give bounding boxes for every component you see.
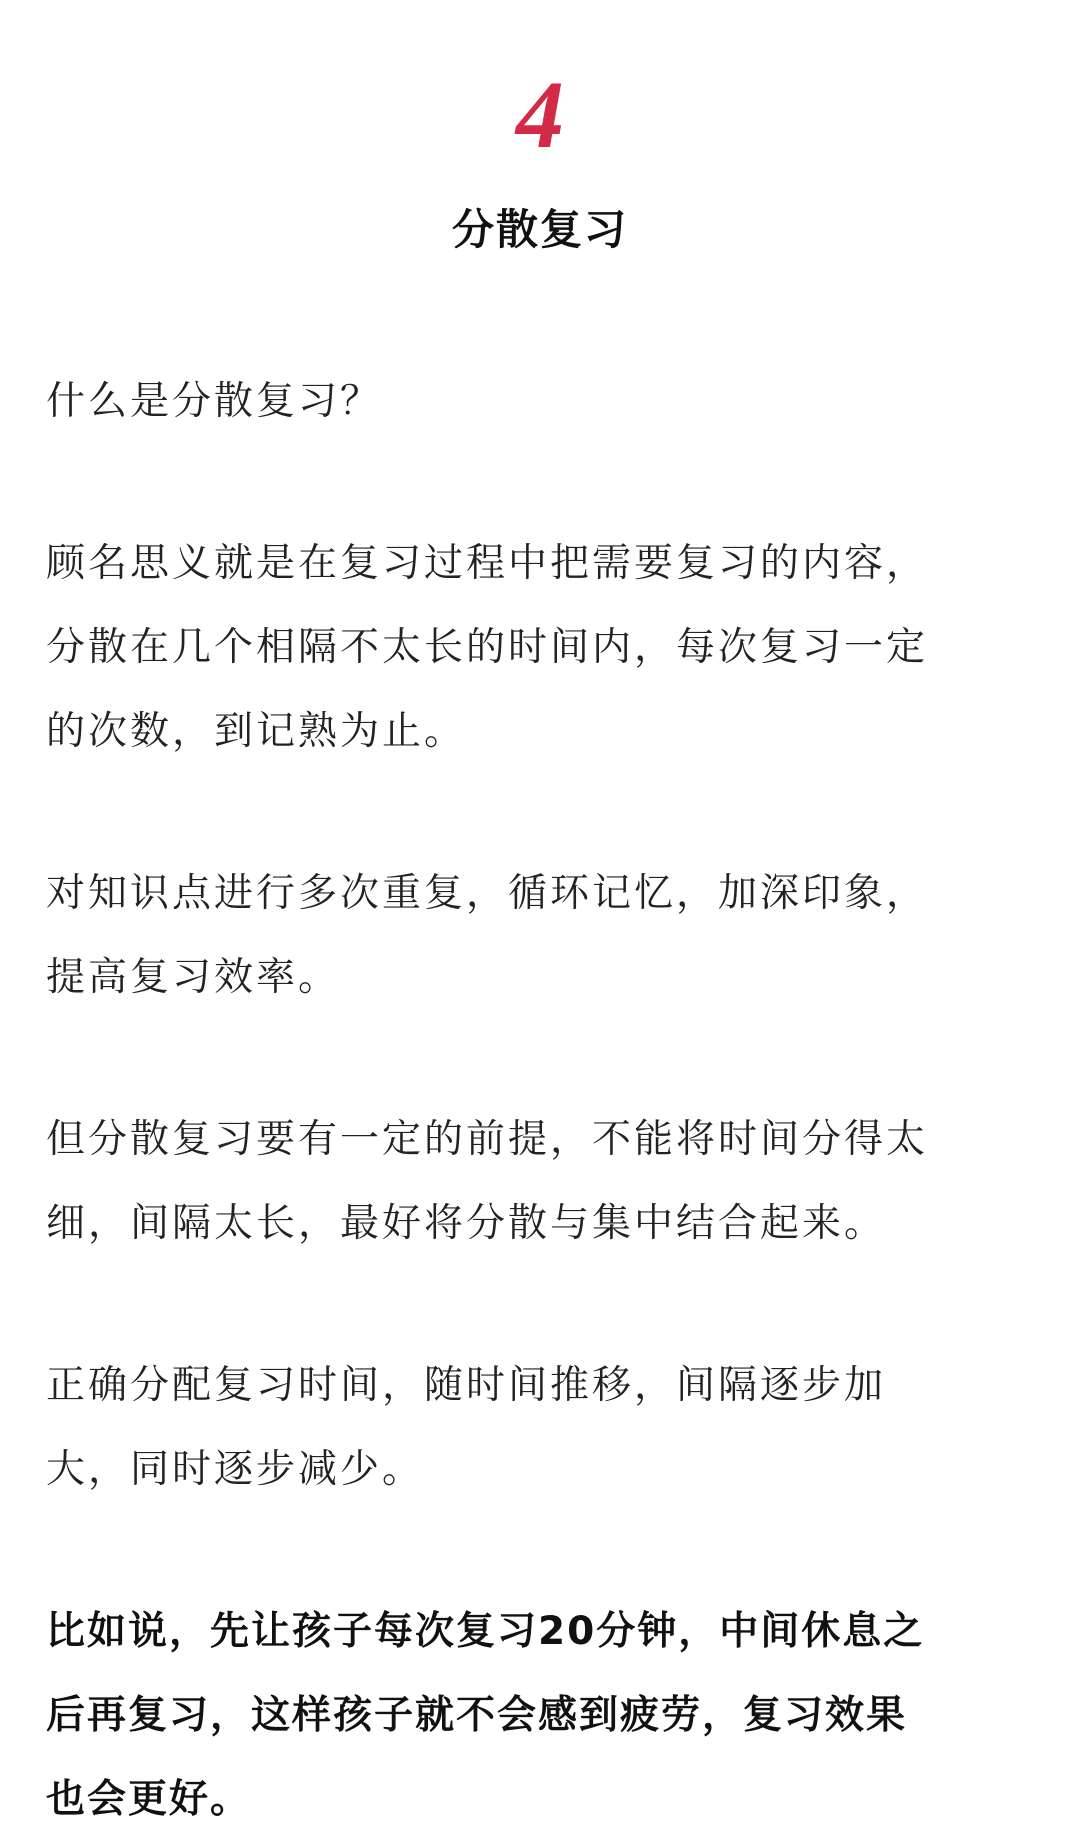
paragraph-line: 分散在几个相隔不太长的时间内，每次复习一定 — [46, 625, 929, 670]
paragraph-line: 也会更好。 — [46, 1777, 252, 1822]
paragraph-line: 的次数，到记熟为止。 — [46, 709, 467, 754]
section-title: 分散复习 — [451, 205, 628, 254]
paragraph-example — [46, 1590, 1046, 1842]
paragraph-line: 提高复习效率。 — [46, 955, 341, 1000]
paragraph-line: 后再复习，这样孩子就不会感到疲劳，复习效果 — [46, 1693, 908, 1738]
paragraph-line: 正确分配复习时间，随时间推移，间隔逐步加 — [46, 1363, 887, 1408]
paragraph-line: 但分散复习要有一定的前提，不能将时间分得太 — [46, 1117, 929, 1162]
paragraph-line: 顾名思义就是在复习过程中把需要复习的内容， — [46, 541, 929, 586]
article-body — [46, 360, 1046, 1842]
paragraph-premise — [46, 1098, 1046, 1266]
paragraph-question — [46, 360, 1046, 444]
paragraph-repetition — [46, 852, 1046, 1020]
paragraph-line: 大，同时逐步减少。 — [46, 1447, 425, 1492]
paragraph-line: 比如说，先让孩子每次复习20分钟，中间休息之 — [46, 1609, 925, 1654]
paragraph-definition — [46, 522, 1046, 774]
paragraph-allocation — [46, 1344, 1046, 1512]
paragraph-line: 细，间隔太长，最好将分散与集中结合起来。 — [46, 1201, 887, 1246]
paragraph-line: 什么是分散复习？ — [46, 379, 383, 424]
paragraph-line: 对知识点进行多次重复，循环记忆，加深印象， — [46, 871, 929, 916]
section-number: 4 — [516, 61, 564, 168]
